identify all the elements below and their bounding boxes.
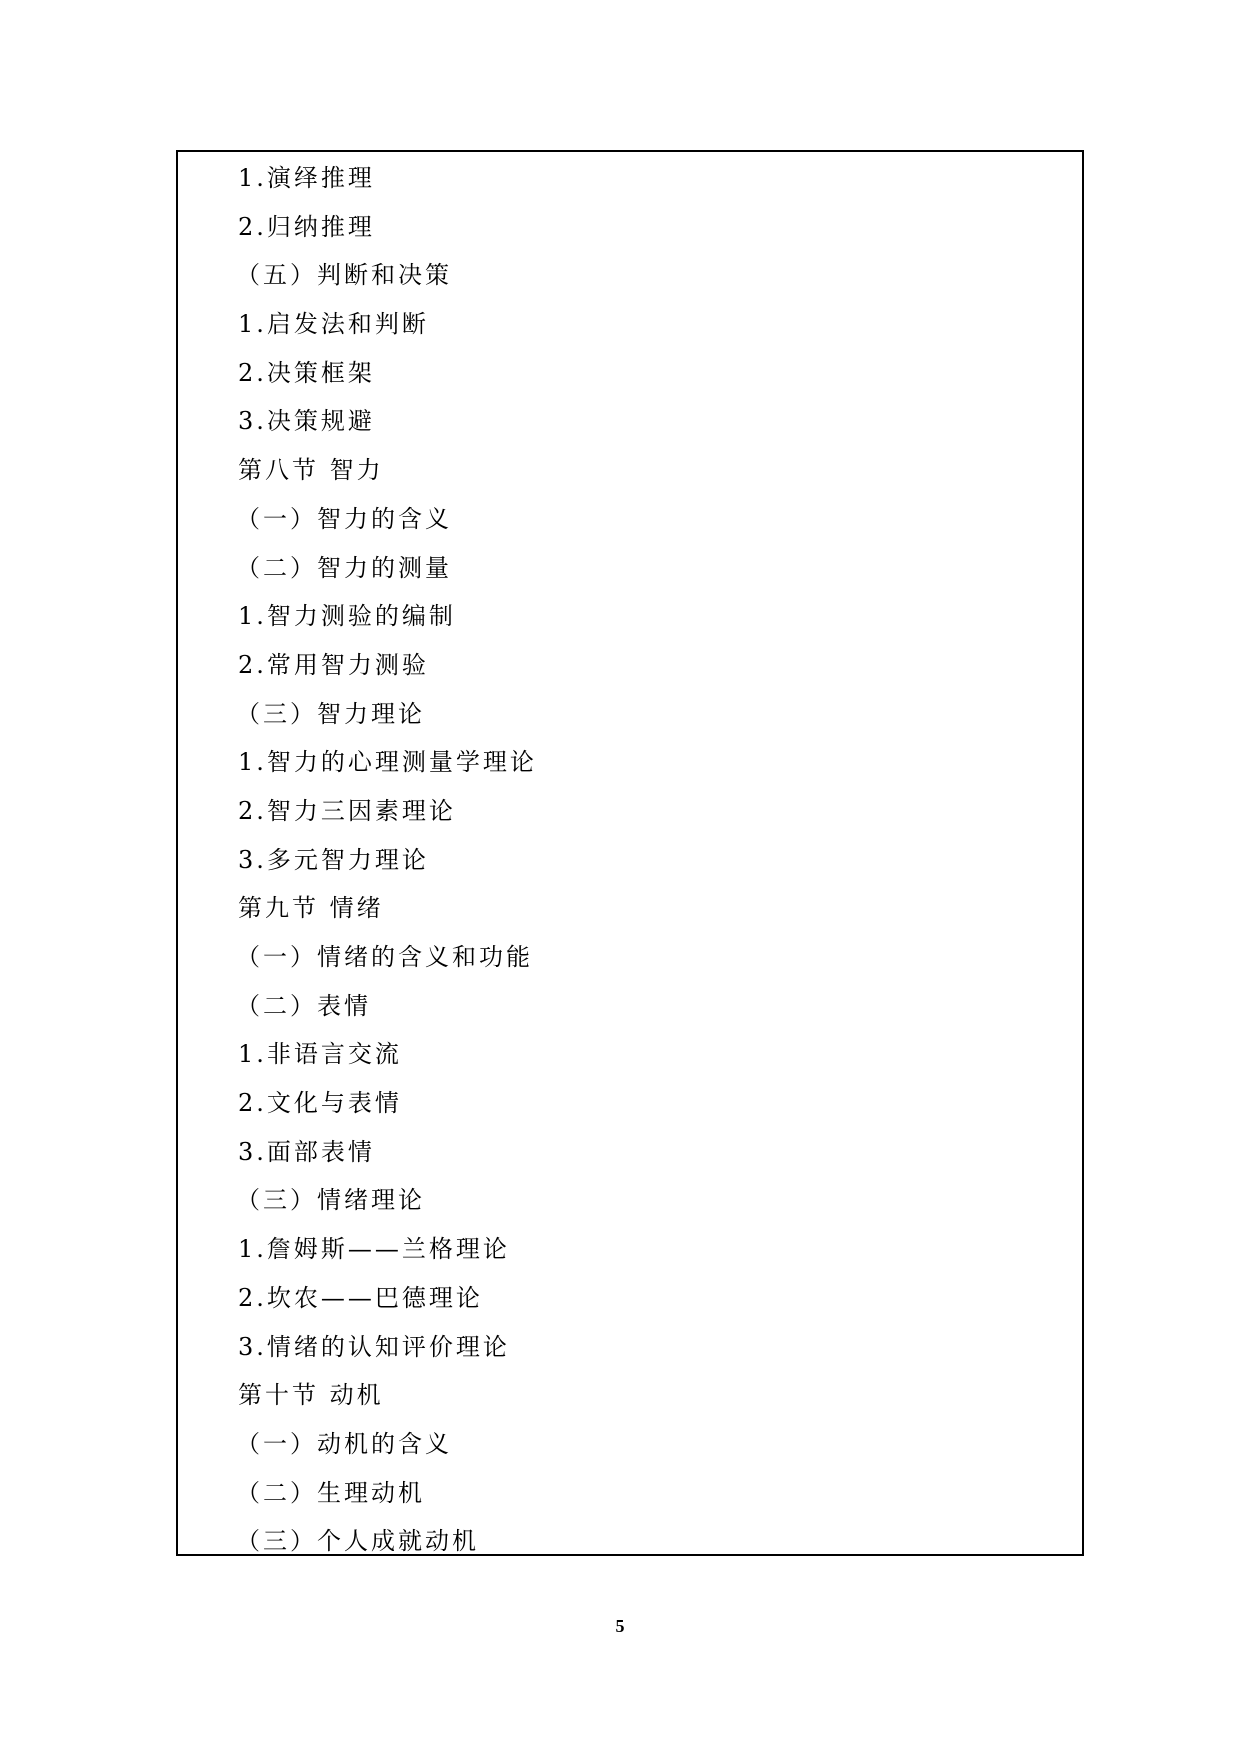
subsection-item: （三）个人成就动机 <box>236 1527 479 1556</box>
outline-item: 1.演绎推理 <box>238 164 375 192</box>
section-heading: 第九节 情绪 <box>238 894 384 923</box>
subsection-item: （二）表情 <box>236 991 371 1020</box>
outline-item: 2.常用智力测验 <box>238 650 429 679</box>
page-number: 5 <box>615 1616 625 1636</box>
outline-item: 1.智力的心理测量学理论 <box>238 748 537 777</box>
subsection-item: （三）智力理论 <box>236 699 425 728</box>
outline-item: 2.决策框架 <box>238 358 375 387</box>
subsection-item: （二）智力的测量 <box>236 553 452 582</box>
subsection-item: （一）情绪的含义和功能 <box>236 943 533 971</box>
subsection-item: （三）情绪理论 <box>236 1186 425 1215</box>
outline-item: 2.坎农——巴德理论 <box>238 1283 483 1312</box>
subsection-item: （一）动机的含义 <box>236 1429 452 1458</box>
outline-item: 1.非语言交流 <box>238 1040 402 1069</box>
outline-item: 1.詹姆斯——兰格理论 <box>238 1235 510 1264</box>
section-heading: 第十节 动机 <box>238 1381 384 1410</box>
outline-item: 3.面部表情 <box>238 1137 375 1166</box>
outline-item: 1.启发法和判断 <box>238 310 429 339</box>
subsection-item: （五）判断和决策 <box>236 261 452 290</box>
outline-item: 3.决策规避 <box>238 407 375 436</box>
outline-item: 2.智力三因素理论 <box>238 796 456 825</box>
outline-item: 2.归纳推理 <box>238 212 375 241</box>
outline-item: 2.文化与表情 <box>238 1089 402 1118</box>
outline-list <box>238 160 537 1572</box>
outline-item: 3.情绪的认知评价理论 <box>238 1332 510 1361</box>
outline-item: 1.智力测验的编制 <box>238 602 456 631</box>
subsection-item: （二）生理动机 <box>236 1478 425 1507</box>
section-heading: 第八节 智力 <box>238 456 384 485</box>
outline-item: 3.多元智力理论 <box>238 845 429 874</box>
content-table-cell <box>176 150 1084 1556</box>
subsection-item: （一）智力的含义 <box>236 504 452 533</box>
